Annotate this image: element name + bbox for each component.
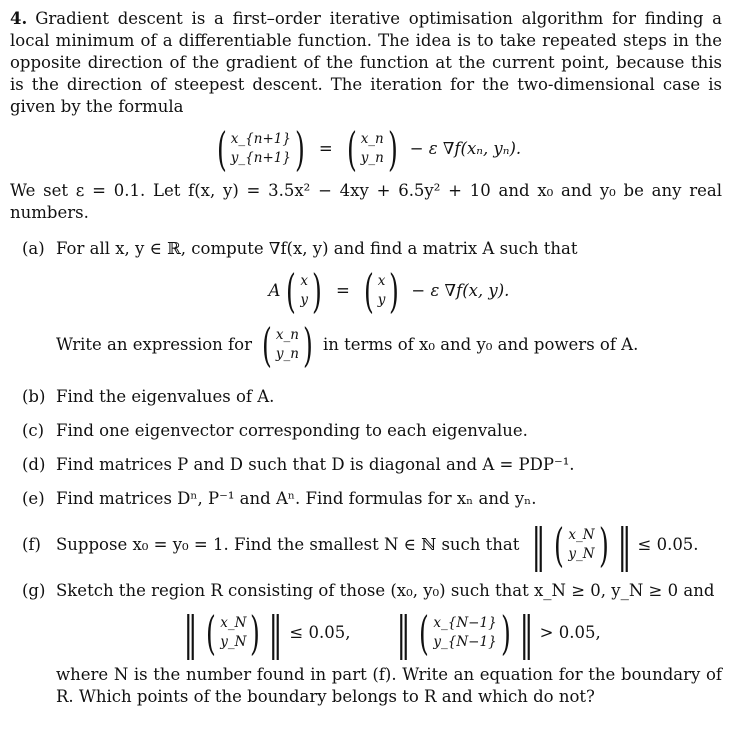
vector-current: ( x_n y_n ) bbox=[346, 122, 398, 176]
part-d: (d) Find matrices P and D such that D is diagonal and A = PDP⁻¹. bbox=[22, 455, 575, 474]
problem-setup: We set ε = 0.1. Let f(x, y) = 3.5x² − 4xy + 6.5y² + 10 and x₀ and y₀ be any real numbers. bbox=[10, 181, 722, 222]
part-text: For all x, y ∈ ℝ, compute ∇f(x, y) and find a matrix A such that bbox=[56, 239, 578, 258]
matrix-formula: A ( x y ) = ( x y ) − ε ∇f(x, y). bbox=[268, 264, 510, 318]
vector-next: ( x_{n+1} y_{n+1} ) bbox=[216, 122, 305, 176]
parts-list bbox=[10, 238, 722, 708]
part-a bbox=[22, 238, 722, 374]
part-b: (b) Find the eigenvalues of A. bbox=[22, 387, 275, 406]
part-label: (a) bbox=[22, 239, 45, 258]
formula-tail: − ε ∇f(xₙ, yₙ). bbox=[409, 139, 522, 158]
part-c: (c) Find one eigenvector corresponding to each eigenvalue. bbox=[22, 421, 528, 440]
norm-conditions: ‖ ( x_N y_N ) ‖ ≤ 0.05, ‖ ( x_{N−1} y_{N−1} ) ‖ > 0.05, bbox=[183, 606, 601, 660]
write-expression: Write an expression for ( x_n y_n ) in terms of x₀ and y₀ and powers of A. bbox=[56, 318, 639, 372]
part-g: (g) Sketch the region R consisting of those (x₀, y₀) such that x_N ≥ 0, y_N ≥ 0 and ‖ ( x_N y_N ) ‖ ≤ 0.05, ‖ ( x_{N−1} y_{N−1} ) ‖ > 0.05, where N is the number found in part (f). Write an equation for the boundary of R. Which points of the boundary belongs to R and which do not? bbox=[22, 581, 722, 706]
problem-page bbox=[10, 8, 722, 720]
part-e: (e) Find matrices Dⁿ, P⁻¹ and Aⁿ. Find formulas for xₙ and yₙ. bbox=[22, 489, 537, 508]
intro-text: Gradient descent is a first–order iterative optimisation algorithm for finding a local minimum of a differentiable function. The idea is to take repeated steps in the opposite direction of the gradient of the function at the current point, because this is the direction of steepest descent. The iteration for the two-dimensional case is given by the formula bbox=[10, 9, 722, 116]
problem-number: 4. bbox=[10, 9, 28, 28]
iteration-formula: ( x_{n+1} y_{n+1} ) = ( x_n y_n ) − ε ∇f(xₙ, yₙ). bbox=[10, 126, 722, 172]
problem-intro bbox=[10, 8, 722, 118]
part-f: (f) Suppose x₀ = y₀ = 1. Find the smallest N ∈ ℕ such that ‖ ( x_N y_N ) ‖ ≤ 0.05. bbox=[22, 518, 699, 572]
